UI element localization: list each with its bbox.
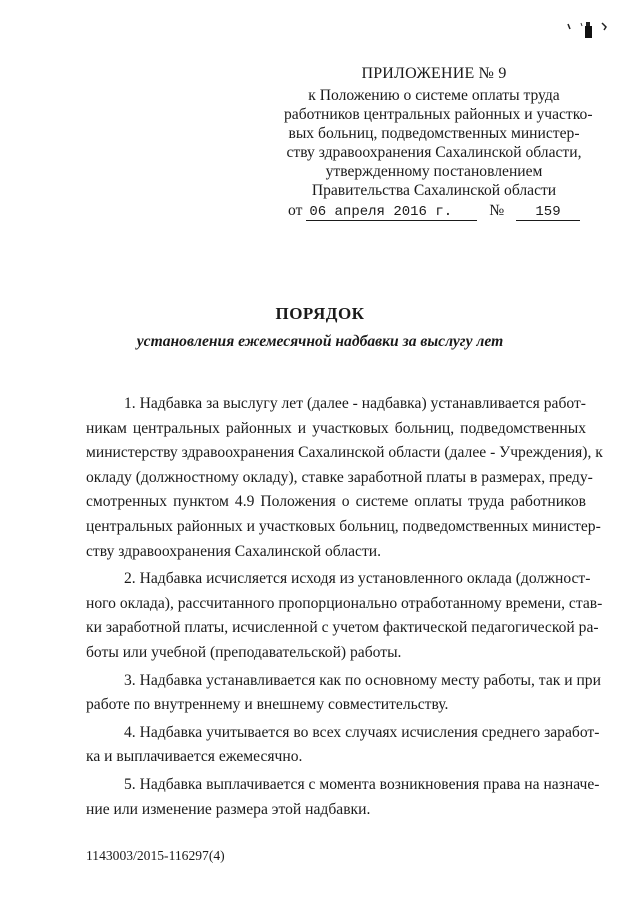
paragraph-line: центральных районных и участковых больниц, подведомственных министер- <box>86 517 601 535</box>
paragraph-5 <box>86 773 600 822</box>
paragraph-1 <box>86 392 603 564</box>
appendix-title: ПРИЛОЖЕНИЕ № 9 <box>361 65 507 82</box>
paragraph-line: министерству здравоохранения Сахалинской области (далее - Учреждения), к <box>86 444 603 462</box>
approval-date: 06 апреля 2016 г. <box>306 204 477 221</box>
paragraph-line: боты или учебной (преподавательской) работы. <box>86 643 402 661</box>
paragraph-line: 4. Надбавка учитывается во всех случаях исчисления среднего заработ- <box>124 723 600 741</box>
scan-artifact-marks <box>566 20 616 42</box>
document-title: ПОРЯДОК <box>275 304 365 323</box>
paragraph-line: ного оклада), рассчитанного пропорционально отработанному времени, став- <box>86 594 603 612</box>
paragraph-line: окладу (должностному окладу), ставке заработной платы в размерах, преду- <box>86 468 593 486</box>
paragraph-line: смотренных пунктом 4.9 Положения о системе оплаты труда работников <box>86 493 586 511</box>
paragraph-line: никам центральных районных и участковых больниц, подведомственных <box>86 419 586 437</box>
paragraph-line: 3. Надбавка устанавливается как по основному месту работы, так и при <box>124 671 601 689</box>
paragraph-2 <box>86 567 603 665</box>
appendix-header <box>284 64 593 200</box>
document-code: 1143003/2015-116297(4) <box>86 848 225 863</box>
paragraph-line: 1. Надбавка за выслугу лет (далее - надбавка) устанавливается работ- <box>124 395 586 412</box>
number-sign: № <box>489 202 505 219</box>
approval-date-line <box>288 201 588 221</box>
appendix-line: к Положению о системе оплаты труда <box>308 87 560 104</box>
document-body <box>86 392 603 822</box>
paragraph-line: ние или изменение размера этой надбавки. <box>86 800 371 818</box>
paragraph-line: ки заработной платы, исчисленной с учетом фактической педагогической ра- <box>86 619 599 637</box>
paragraph-line: работе по внутреннему и внешнему совместительству. <box>86 696 449 714</box>
approval-number: 159 <box>516 204 580 221</box>
appendix-line: утвержденному постановлением <box>325 163 543 180</box>
appendix-line: вых больниц, подведомственных министер- <box>288 125 580 142</box>
appendix-line: работников центральных районных и участко- <box>284 106 593 123</box>
paragraph-line: 5. Надбавка выплачивается с момента возникновения права на назначе- <box>124 775 600 793</box>
paragraph-line: ка и выплачивается ежемесячно. <box>86 748 303 766</box>
paragraph-line: ству здравоохранения Сахалинской области. <box>86 542 382 560</box>
date-prefix: от <box>288 202 303 219</box>
paragraph-3 <box>86 669 601 718</box>
paragraph-4 <box>86 721 600 770</box>
document-subtitle: установления ежемесячной надбавки за выслугу лет <box>136 333 504 350</box>
appendix-line: Правительства Сахалинской области <box>311 182 557 199</box>
paragraph-line: 2. Надбавка исчисляется исходя из установленного оклада (должност- <box>124 570 591 588</box>
appendix-line: ству здравоохранения Сахалинской области, <box>286 144 582 161</box>
